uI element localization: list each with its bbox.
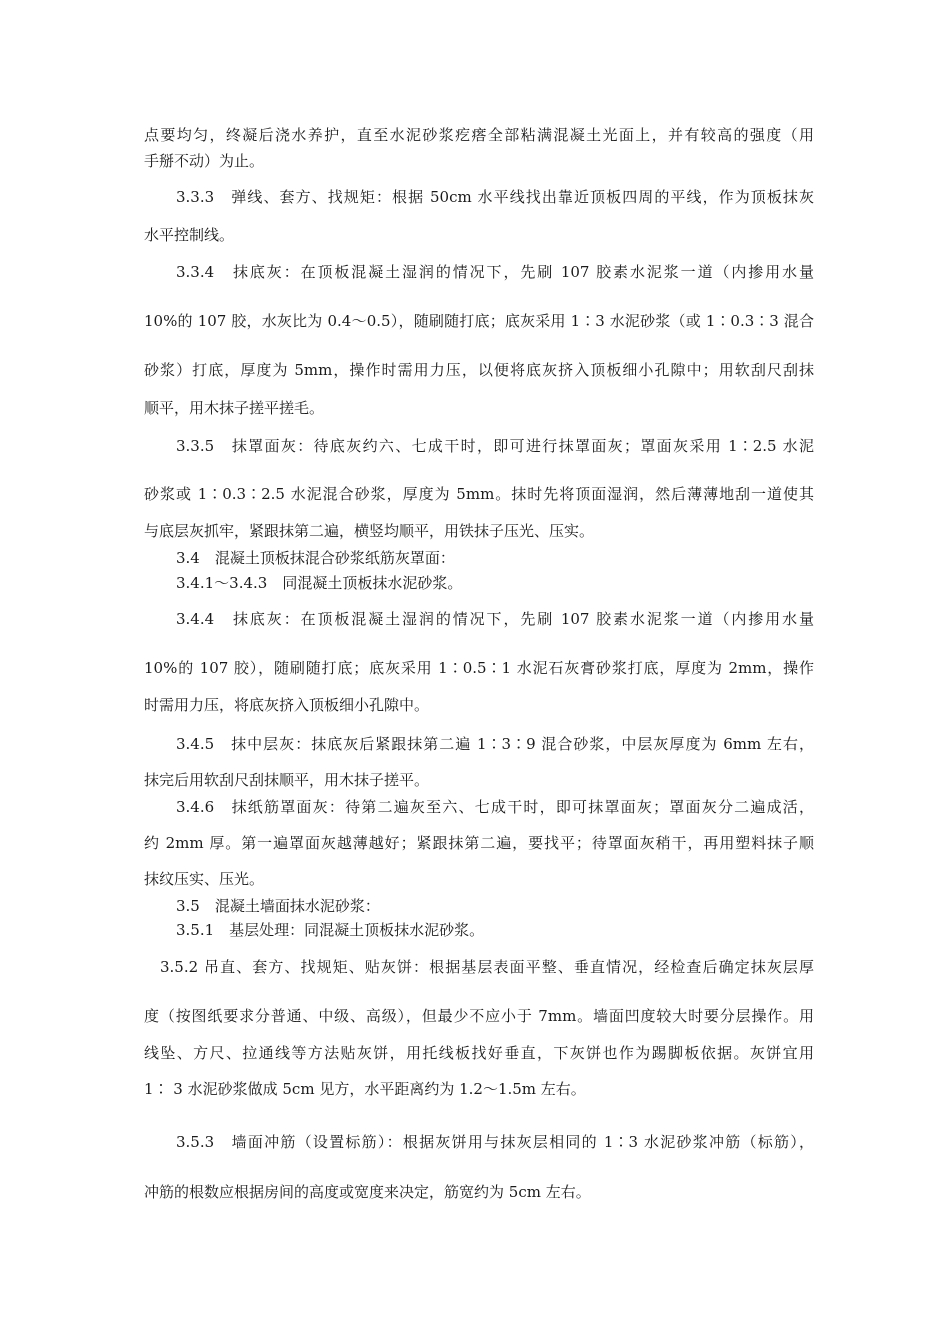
section-3-3-4-heading-line: 3.3.4 抹底灰：在顶板混凝土湿润的情况下，先刷 107 胶素水泥浆一道（内掺用水量 (176, 263, 814, 281)
text-line: 抹纹压实、压光。 (144, 870, 265, 888)
text-line: 与底层灰抓牢，紧跟抹第二遍，横竖均顺平，用铁抹子压光、压实。 (144, 522, 595, 540)
text-line: 砂浆）打底，厚度为 5mm，操作时需用力压，以便将底灰挤入顶板细小孔隙中；用软刮尺刮抹 (144, 361, 814, 379)
text-line: 度（按图纸要求分普通、中级、高级），但最少不应小于 7mm。墙面凹度较大时要分层操作。用 (144, 1007, 814, 1025)
section-3-4-6-heading-line: 3.4.6 抹纸筋罩面灰：待第二遍灰至六、七成干时，即可抹罩面灰；罩面灰分二遍成活， (176, 798, 814, 816)
text-line: 10%的 107 胶），随刷随打底；底灰采用 1∶0.5∶1 水泥石灰膏砂浆打底，厚度为 2mm，操作 (144, 659, 814, 677)
text-line: 1∶ 3 水泥砂浆做成 5cm 见方，水平距离约为 1.2～1.5m 左右。 (144, 1080, 586, 1098)
section-3-3-5-heading-line: 3.3.5 抹罩面灰：待底灰约六、七成干时，即可进行抹罩面灰；罩面灰采用 1∶2.5 水泥 (176, 437, 814, 455)
text-line: 抹完后用软刮尺刮抹顺平，用木抹子搓平。 (144, 771, 430, 789)
text-line: 手掰不动）为止。 (144, 152, 265, 170)
text-line: 水平控制线。 (144, 226, 235, 244)
section-3-5-3-heading-line: 3.5.3 墙面冲筋（设置标筋）：根据灰饼用与抹灰层相同的 1∶3 水泥砂浆冲筋（标筋）， (176, 1133, 814, 1151)
text-line: 约 2mm 厚。第一遍罩面灰越薄越好；紧跟抹第二遍，要找平；待罩面灰稍干，再用塑料抹子顺 (144, 834, 814, 852)
section-3-4-4-heading-line: 3.4.4 抹底灰：在顶板混凝土湿润的情况下，先刷 107 胶素水泥浆一道（内掺用水量 (176, 610, 814, 628)
text-line: 时需用力压，将底灰挤入顶板细小孔隙中。 (144, 696, 430, 714)
text-line: 冲筋的根数应根据房间的高度或宽度来决定，筋宽约为 5cm 左右。 (144, 1183, 591, 1201)
section-3-5-2-heading-line: 3.5.2 吊直、套方、找规矩、贴灰饼：根据基层表面平整、垂直情况，经检查后确定抹灰层厚 (160, 958, 814, 976)
section-3-3-3-heading-line: 3.3.3 弹线、套方、找规矩：根据 50cm 水平线找出靠近顶板四周的平线，作为顶板抹灰 (176, 188, 814, 206)
text-line: 砂浆或 1∶0.3∶2.5 水泥混合砂浆，厚度为 5mm。抹时先将顶面湿润，然后薄薄地刮一道使其 (144, 485, 814, 503)
text-line: 线坠、方尺、拉通线等方法贴灰饼，用托线板找好垂直，下灰饼也作为踢脚板依据。灰饼宜用 (144, 1044, 814, 1062)
section-3-4-heading: 3.4 混凝土顶板抹混合砂浆纸筋灰罩面： (176, 549, 455, 567)
section-3-5-1-heading-line: 3.5.1 基层处理：同混凝土顶板抹水泥砂浆。 (176, 921, 485, 939)
section-3-5-heading: 3.5 混凝土墙面抹水泥砂浆： (176, 897, 380, 915)
text-line: 顺平，用木抹子搓平搓毛。 (144, 399, 325, 417)
section-3-4-1-heading-line: 3.4.1～3.4.3 同混凝土顶板抹水泥砂浆。 (176, 574, 463, 592)
text-line: 10%的 107 胶，水灰比为 0.4～0.5），随刷随打底；底灰采用 1∶3 水泥砂浆（或 1∶0.3∶3 混合 (144, 312, 814, 330)
section-3-4-5-heading-line: 3.4.5 抹中层灰：抹底灰后紧跟抹第二遍 1∶3∶9 混合砂浆，中层灰厚度为 6mm 左右， (176, 735, 814, 753)
text-line: 点要均匀，终凝后浇水养护，直至水泥砂浆疙瘩全部粘满混凝土光面上，并有较高的强度（用 (144, 126, 814, 144)
